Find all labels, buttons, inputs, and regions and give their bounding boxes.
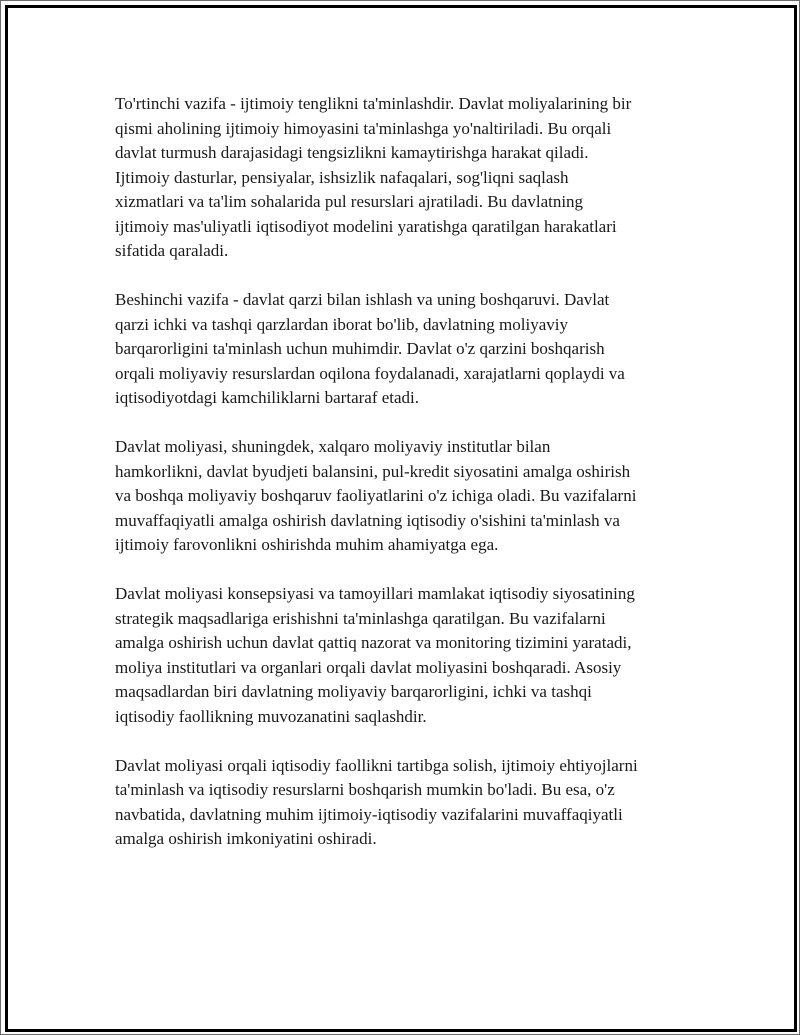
text-line: ta'minlash va iqtisodiy resurslarni boshqarish mumkin bo'ladi. Bu esa, o'z [115, 780, 615, 799]
text-line: iqtisodiyotdagi kamchiliklarni bartaraf etadi. [115, 388, 420, 407]
text-line: moliya institutlari va organlari orqali davlat moliyasini boshqaradi. Asosiy [115, 657, 622, 677]
text-line: amalga oshirish imkoniyatini oshiradi. [115, 829, 377, 848]
paragraph-1 [115, 92, 700, 264]
text-line: To'rtinchi vazifa - ijtimoiy tenglikni ta'minlashdir. Davlat moliyalarining bir [115, 94, 632, 113]
text-line: muvaffaqiyatli amalga oshirish davlatning iqtisodiy o'sishini ta'minlash va [115, 510, 620, 530]
text-line: navbatida, davlatning muhim ijtimoiy-iqtisodiy vazifalarini muvaffaqiyatli [115, 804, 623, 824]
text-line: hamkorlikni, davlat byudjeti balansini, pul-kredit siyosatini amalga oshirish [115, 461, 631, 481]
text-line: amalga oshirish uchun davlat qattiq nazorat va monitoring tizimini yaratadi, [115, 633, 632, 652]
text-line: sifatida qaraladi. [115, 241, 229, 260]
text-line: Ijtimoiy dasturlar, pensiyalar, ishsizlik nafaqalari, sog'liqni saqlash [115, 167, 569, 187]
text-line: ijtimoiy farovonlikni oshirishda muhim ahamiyatga ega. [115, 535, 499, 554]
text-line: va boshqa moliyaviy boshqaruv faoliyatlarini o'z ichiga oladi. Bu vazifalarni [115, 486, 637, 505]
text-line: barqarorligini ta'minlash uchun muhimdir. Davlat o'z qarzini boshqarish [115, 339, 605, 358]
text-line: qismi aholining ijtimoiy himoyasini ta'minlashga yo'naltiriladi. Bu orqali [115, 118, 612, 138]
text-line: iqtisodiy faollikning muvozanatini saqlashdir. [115, 706, 427, 726]
text-line: Davlat moliyasi konsepsiyasi va tamoyillari mamlakat iqtisodiy siyosatining [115, 584, 635, 603]
text-line: xizmatlari va ta'lim sohalarida pul resurslari ajratiladi. Bu davlatning [115, 192, 584, 211]
text-line: Beshinchi vazifa - davlat qarzi bilan ishlash va uning boshqaruvi. Davlat [115, 290, 610, 309]
text-line: qarzi ichki va tashqi qarzlardan iborat bo'lib, davlatning moliyaviy [115, 314, 568, 334]
paragraph-3 [115, 435, 700, 558]
paragraph-4 [115, 582, 700, 729]
text-line: Davlat moliyasi orqali iqtisodiy faollikni tartibga solish, ijtimoiy ehtiyojlarni [115, 755, 638, 775]
text-line: strategik maqsadlariga erishishni ta'minlashga qaratilgan. Bu vazifalarni [115, 608, 606, 628]
text-line: maqsadlardan biri davlatning moliyaviy barqarorligini, ichki va tashqi [115, 682, 592, 701]
text-line: davlat turmush darajasidagi tengsizlikni kamaytirishga harakat qiladi. [115, 143, 589, 162]
paragraph-5 [115, 754, 700, 852]
document-body [115, 92, 700, 876]
paragraph-2 [115, 288, 700, 411]
text-line: Davlat moliyasi, shuningdek, xalqaro moliyaviy institutlar bilan [115, 437, 551, 456]
text-line: ijtimoiy mas'uliyatli iqtisodiyot modelini yaratishga qaratilgan harakatlari [115, 216, 617, 236]
text-line: orqali moliyaviy resurslardan oqilona foydalanadi, xarajatlarni qoplaydi va [115, 363, 625, 383]
